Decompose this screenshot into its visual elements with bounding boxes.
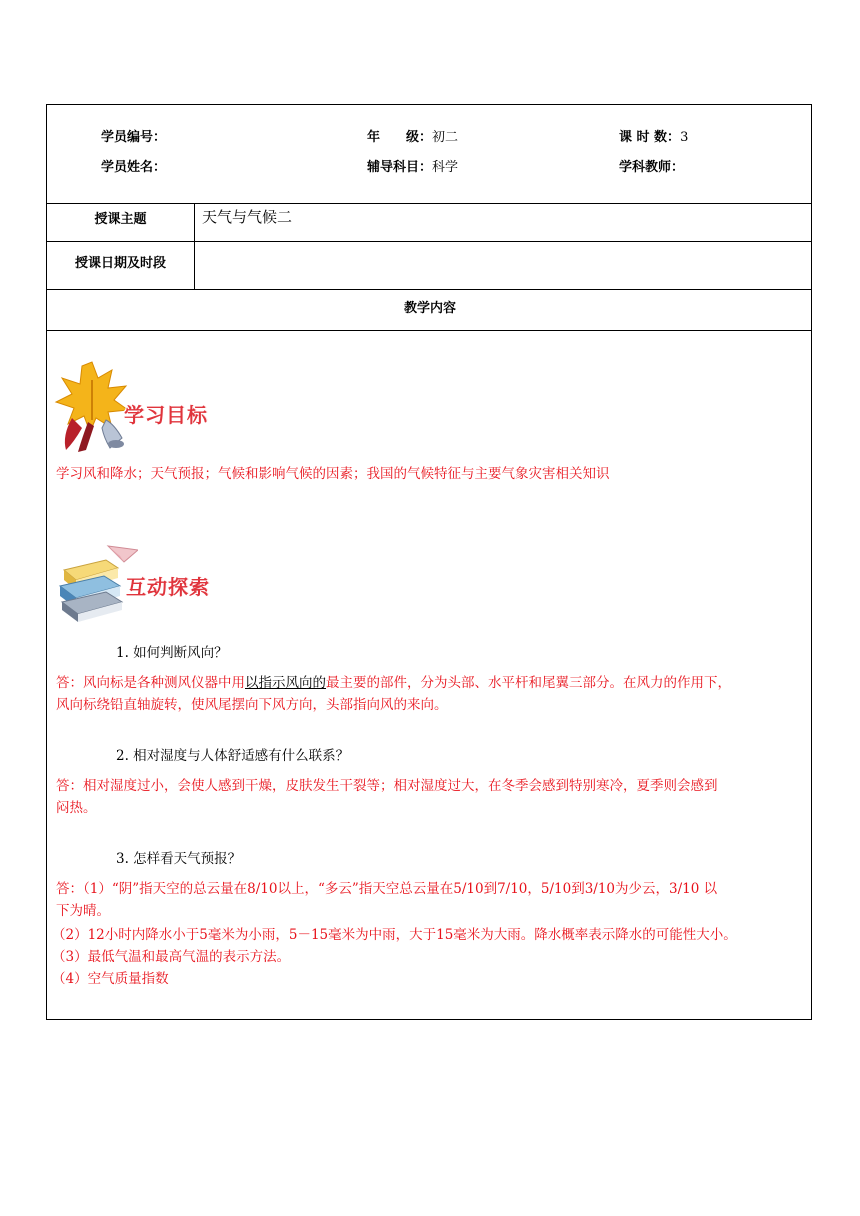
teacher-label: 学科教师：: [619, 160, 685, 175]
maple-leaf-bell-icon: [52, 358, 132, 454]
answer-3-line-5: （4）空气质量指数: [52, 971, 169, 987]
grade-value: 初二: [432, 130, 459, 145]
answer-1-pre: 答：风向标是各种测风仪器中用: [56, 675, 245, 691]
row-divider: [47, 330, 811, 331]
student-id-label: 学员编号：: [101, 130, 167, 145]
column-divider: [194, 203, 195, 289]
answer-2-line-1: 答：相对湿度过小，会使人感到干燥，皮肤发生干裂等；相对湿度过大，在冬季会感到特别寒冷，夏季则会感到: [56, 778, 718, 794]
grade-label: 年 级：: [367, 130, 433, 145]
question-2: 2. 相对湿度与人体舒适感有什么联系？: [116, 748, 350, 764]
row-divider: [47, 241, 811, 242]
subject-value: 科学: [432, 160, 459, 175]
objectives-badge-text: 学习目标: [124, 403, 208, 427]
explore-badge-text: 互动探索: [126, 575, 210, 599]
subject-field: [367, 156, 458, 175]
grade-field: [367, 126, 458, 145]
answer-3-line-4: （3）最低气温和最高气温的表示方法。: [52, 949, 291, 965]
answer-3-line-3: （2）12小时内降水小于5毫米为小雨，5－15毫米为中雨，大于15毫米为大雨。降水概率表示降水的可能性大小。: [52, 927, 737, 943]
topic-value: 天气与气候二: [202, 208, 293, 226]
answer-1-underlined: 以指示风向的: [245, 675, 326, 691]
question-1: 1. 如何判断风向？: [116, 645, 228, 661]
answer-1-line-2: 风向标绕铅直轴旋转，使风尾摆向下风方向，头部指向风的来向。: [56, 697, 448, 713]
lessons-label: 课 时 数：: [619, 130, 681, 145]
answer-2-line-2: 闷热。: [56, 800, 97, 816]
answer-3-line-2: 下为晴。: [56, 903, 110, 919]
row-divider: [47, 289, 811, 290]
lessons-value: 3: [680, 130, 689, 145]
topic-label: 授课主题: [94, 212, 147, 227]
subject-label: 辅导科目：: [367, 160, 433, 175]
lessons-field: [619, 126, 688, 145]
row-divider: [47, 203, 811, 204]
answer-1-post: 最主要的部件，分为头部、水平杆和尾翼三部分。在风力的作用下，: [326, 675, 731, 691]
question-3: 3. 怎样看天气预报？: [116, 851, 242, 867]
student-name-label: 学员姓名：: [101, 160, 167, 175]
answer-3-line-1: 答：（1）“阴”指天空的总云量在8/10以上，“多云”指天空总云量在5/10到7/10，5/10到3/10为少云，3/10 以: [56, 881, 718, 897]
date-label: 授课日期及时段: [74, 256, 166, 271]
content-title: 教学内容: [403, 301, 456, 316]
answer-1-line-1: [56, 672, 731, 694]
objectives-text: 学习风和降水；天气预报；气候和影响气候的因素；我国的气候特征与主要气象灾害相关知识: [56, 466, 610, 482]
